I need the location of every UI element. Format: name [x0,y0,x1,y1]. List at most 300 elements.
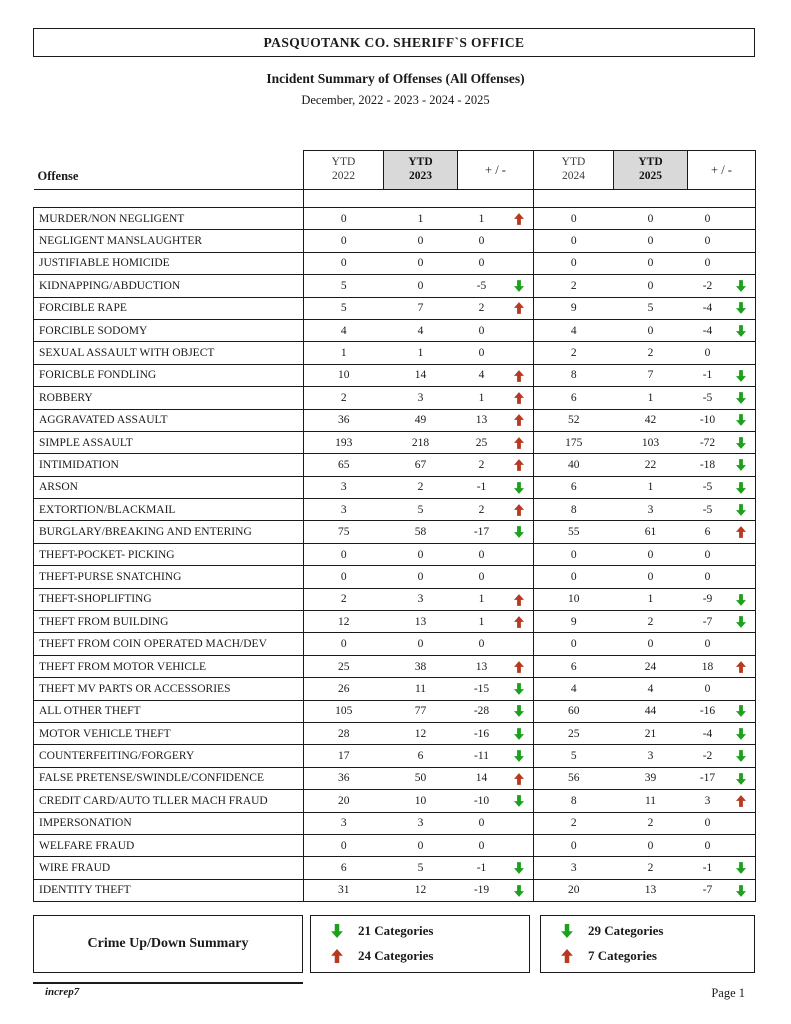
offense-row [34,543,756,565]
ytd-2025-cell: 22 [614,454,688,476]
ytd-2022-cell: 17 [304,745,384,767]
ytd-2025-cell: 21 [614,722,688,744]
trend-1-cell [506,230,534,252]
trend-1-cell [506,342,534,364]
summary-down-count-2025: 29 Categories [588,923,664,938]
ytd-2025-column-header [614,151,688,190]
down-arrow-icon [506,521,534,543]
diff-1-cell: 0 [458,319,506,341]
ytd-2024-cell: 20 [534,879,614,901]
ytd-2025-cell: 24 [614,655,688,677]
up-arrow-icon [506,454,534,476]
offense-row [34,700,756,722]
offense-name-cell: COUNTERFEITING/FORGERY [34,745,304,767]
offense-name-cell: THEFT-POCKET- PICKING [34,543,304,565]
diff-2-cell: -5 [688,499,728,521]
diff-1-cell: 0 [458,566,506,588]
office-title: PASQUOTANK CO. SHERIFF`S OFFICE [263,34,525,50]
diff-2-cell: 0 [688,208,728,230]
diff-1-cell: 0 [458,543,506,565]
ytd-2023-cell: 50 [384,767,458,789]
page-number: Page 1 [711,986,745,1000]
ytd-2025-cell: 1 [614,387,688,409]
up-arrow-icon [331,949,344,963]
ytd-2023-cell: 6 [384,745,458,767]
ytd-2025-cell: 0 [614,834,688,856]
ytd-2023-cell: 0 [384,230,458,252]
ytd-2025-cell: 3 [614,745,688,767]
offense-row [34,454,756,476]
summary-up-count-2023: 24 Categories [358,948,434,963]
down-arrow-icon [728,745,756,767]
footer-rule [33,982,303,984]
summary-down-count-2023: 21 Categories [358,923,434,938]
ytd-2024-cell: 0 [534,543,614,565]
down-arrow-icon [728,611,756,633]
ytd-2023-cell: 38 [384,655,458,677]
ytd-2024-cell: 8 [534,499,614,521]
up-arrow-icon [506,655,534,677]
ytd-2022-cell: 1 [304,342,384,364]
ytd-2023-cell: 14 [384,364,458,386]
diff-2-cell: 18 [688,655,728,677]
ytd-2024-cell: 0 [534,566,614,588]
ytd-2023-cell: 67 [384,454,458,476]
ytd-2022-cell: 26 [304,678,384,700]
diff-1-cell: 1 [458,611,506,633]
diff-2-cell: -9 [688,588,728,610]
ytd-2024-cell: 25 [534,722,614,744]
trend-2-cell [728,252,756,274]
trend-2-cell [728,834,756,856]
ytd-2024-cell: 0 [534,252,614,274]
diff-1-cell: 2 [458,454,506,476]
ytd-2022-cell: 25 [304,655,384,677]
ytd-2022-cell: 12 [304,611,384,633]
ytd-2023-cell: 2 [384,476,458,498]
ytd-2024-cell: 60 [534,700,614,722]
offense-row [34,655,756,677]
offense-summary-table [33,150,756,902]
ytd-2022-cell: 0 [304,230,384,252]
summary-down-line-2025 [561,923,754,939]
up-arrow-icon [506,431,534,453]
ytd-2025-cell: 2 [614,342,688,364]
diff-2-cell: -7 [688,611,728,633]
ytd-2022-cell: 0 [304,633,384,655]
ytd-2024-cell: 175 [534,431,614,453]
report-title: Incident Summary of Offenses (All Offenses) [266,71,525,86]
diff-1-cell: 2 [458,499,506,521]
ytd-2022-cell: 3 [304,476,384,498]
diff-1-cell: -5 [458,275,506,297]
diff-2-cell: 0 [688,812,728,834]
diff-1-column-header: + / - [458,151,534,190]
down-arrow-icon [728,879,756,901]
ytd-2023-cell: 49 [384,409,458,431]
ytd-2022-cell: 10 [304,364,384,386]
ytd-2022-cell: 2 [304,588,384,610]
ytd-2023-cell: 11 [384,678,458,700]
trend-1-cell [506,834,534,856]
ytd-2024-label-line2: 2024 [562,170,585,182]
diff-1-cell: 1 [458,588,506,610]
ytd-2022-cell: 2 [304,387,384,409]
diff-2-cell: 0 [688,230,728,252]
diff-2-cell: -4 [688,722,728,744]
summary-up-line-2023 [331,948,529,964]
diff-1-cell: 1 [458,208,506,230]
diff-2-cell: -1 [688,364,728,386]
ytd-2024-cell: 56 [534,767,614,789]
trend-1-cell [506,252,534,274]
offense-name-cell: THEFT FROM MOTOR VEHICLE [34,655,304,677]
offense-column-header: Offense [34,151,304,190]
diff-1-cell: -10 [458,790,506,812]
offense-name-cell: INTIMIDATION [34,454,304,476]
diff-2-column-header: + / - [688,151,756,190]
down-arrow-icon [728,275,756,297]
offense-name-cell: AGGRAVATED ASSAULT [34,409,304,431]
ytd-2023-cell: 1 [384,342,458,364]
ytd-2022-cell: 31 [304,879,384,901]
diff-2-cell: 0 [688,543,728,565]
ytd-2025-cell: 1 [614,588,688,610]
diff-1-cell: 0 [458,633,506,655]
office-title-box [33,28,755,57]
offense-name-cell: WIRE FRAUD [34,857,304,879]
summary-box-2023 [310,915,530,973]
diff-1-cell: 0 [458,252,506,274]
ytd-2025-cell: 1 [614,476,688,498]
ytd-2022-cell: 4 [304,319,384,341]
ytd-2023-column-header [384,151,458,190]
diff-2-cell: -17 [688,767,728,789]
diff-1-cell: 13 [458,409,506,431]
offense-row [34,678,756,700]
offense-row [34,364,756,386]
report-period: December, 2022 - 2023 - 2024 - 2025 [301,93,490,107]
summary-box-2025 [540,915,755,973]
offense-row [34,431,756,453]
ytd-2025-cell: 0 [614,275,688,297]
down-arrow-icon [728,319,756,341]
offense-name-cell: THEFT FROM BUILDING [34,611,304,633]
ytd-2024-cell: 2 [534,812,614,834]
down-arrow-icon [728,700,756,722]
ytd-2022-column-header [304,151,384,190]
diff-2-cell: -2 [688,745,728,767]
offense-name-cell: IDENTITY THEFT [34,879,304,901]
ytd-2024-cell: 0 [534,834,614,856]
offense-row [34,722,756,744]
diff-2-cell: -4 [688,319,728,341]
down-arrow-icon [506,700,534,722]
offense-row [34,208,756,230]
ytd-2023-cell: 1 [384,208,458,230]
ytd-2023-cell: 5 [384,857,458,879]
diff-2-cell: -7 [688,879,728,901]
ytd-2023-cell: 5 [384,499,458,521]
ytd-2022-cell: 0 [304,834,384,856]
ytd-2025-cell: 4 [614,678,688,700]
ytd-2024-cell: 6 [534,387,614,409]
offense-table-body [34,208,756,902]
ytd-2023-cell: 58 [384,521,458,543]
diff-1-cell: -1 [458,857,506,879]
offense-row [34,745,756,767]
ytd-2023-cell: 4 [384,319,458,341]
offense-name-cell: KIDNAPPING/ABDUCTION [34,275,304,297]
diff-1-cell: -28 [458,700,506,722]
down-arrow-icon [331,924,344,938]
ytd-2024-cell: 4 [534,319,614,341]
offense-row [34,297,756,319]
ytd-2025-cell: 42 [614,409,688,431]
ytd-2022-cell: 5 [304,275,384,297]
summary-label: Crime Up/Down Summary [87,936,249,951]
offense-name-cell: ARSON [34,476,304,498]
ytd-2024-cell: 0 [534,230,614,252]
ytd-2025-cell: 103 [614,431,688,453]
down-arrow-icon [561,924,574,938]
ytd-2024-cell: 8 [534,790,614,812]
offense-name-cell: SEXUAL ASSAULT WITH OBJECT [34,342,304,364]
diff-1-cell: 13 [458,655,506,677]
ytd-2025-label-line1: YTD [638,156,663,169]
table-header-row [34,151,756,190]
ytd-2025-cell: 2 [614,857,688,879]
ytd-2022-cell: 0 [304,208,384,230]
ytd-2023-cell: 0 [384,275,458,297]
up-arrow-icon [561,949,574,963]
down-arrow-icon [506,879,534,901]
header-spacer-row [34,190,756,208]
diff-2-cell: -16 [688,700,728,722]
ytd-2022-label-line2: 2022 [332,170,355,182]
ytd-2025-cell: 5 [614,297,688,319]
offense-name-cell: ROBBERY [34,387,304,409]
ytd-2023-cell: 10 [384,790,458,812]
diff-1-cell: 0 [458,812,506,834]
offense-row [34,879,756,901]
ytd-2023-cell: 12 [384,722,458,744]
down-arrow-icon [728,431,756,453]
ytd-2022-cell: 28 [304,722,384,744]
offense-row [34,611,756,633]
offense-row [34,857,756,879]
diff-2-cell: 6 [688,521,728,543]
ytd-2025-cell: 2 [614,812,688,834]
diff-1-cell: 25 [458,431,506,453]
offense-row [34,387,756,409]
spacer-group1-cell [304,190,534,208]
diff-2-cell: 0 [688,678,728,700]
report-code: increp7 [45,986,80,998]
diff-2-cell: -5 [688,387,728,409]
offense-name-cell: EXTORTION/BLACKMAIL [34,499,304,521]
diff-2-cell: 0 [688,566,728,588]
ytd-2025-label-line2: 2025 [639,170,662,182]
ytd-2023-cell: 3 [384,387,458,409]
spacer-offense-cell [34,190,304,208]
diff-2-cell: 0 [688,834,728,856]
ytd-2022-cell: 20 [304,790,384,812]
diff-1-cell: -16 [458,722,506,744]
trend-2-cell [728,208,756,230]
trend-2-cell [728,543,756,565]
trend-2-cell [728,678,756,700]
ytd-2024-cell: 4 [534,678,614,700]
ytd-2025-cell: 44 [614,700,688,722]
ytd-2024-cell: 3 [534,857,614,879]
diff-1-cell: 0 [458,834,506,856]
diff-1-cell: 1 [458,387,506,409]
diff-2-cell: 0 [688,252,728,274]
ytd-2025-cell: 0 [614,633,688,655]
diff-2-cell: -4 [688,297,728,319]
ytd-2023-cell: 0 [384,834,458,856]
ytd-2024-cell: 5 [534,745,614,767]
offense-row [34,834,756,856]
down-arrow-icon [728,857,756,879]
ytd-2022-cell: 36 [304,767,384,789]
offense-row [34,342,756,364]
offense-row [34,521,756,543]
offense-name-cell: FORCIBLE SODOMY [34,319,304,341]
offense-name-cell: FALSE PRETENSE/SWINDLE/CONFIDENCE [34,767,304,789]
ytd-2022-cell: 0 [304,252,384,274]
summary-down-line-2023 [331,923,529,939]
up-arrow-icon [728,521,756,543]
ytd-2025-cell: 3 [614,499,688,521]
ytd-2022-cell: 193 [304,431,384,453]
offense-name-cell: THEFT-PURSE SNATCHING [34,566,304,588]
up-arrow-icon [728,790,756,812]
ytd-2025-cell: 13 [614,879,688,901]
ytd-2024-cell: 6 [534,476,614,498]
ytd-2022-cell: 0 [304,566,384,588]
diff-1-cell: -17 [458,521,506,543]
down-arrow-icon [728,722,756,744]
spacer-group2-cell [534,190,756,208]
ytd-2025-cell: 0 [614,566,688,588]
summary-label-box [33,915,303,973]
trend-1-cell [506,543,534,565]
diff-2-cell: 3 [688,790,728,812]
offense-name-cell: FORICBLE FONDLING [34,364,304,386]
down-arrow-icon [728,476,756,498]
trend-1-cell [506,319,534,341]
diff-1-cell: 2 [458,297,506,319]
diff-2-cell: -2 [688,275,728,297]
down-arrow-icon [506,275,534,297]
ytd-2023-cell: 13 [384,611,458,633]
offense-name-cell: CREDIT CARD/AUTO TLLER MACH FRAUD [34,790,304,812]
down-arrow-icon [506,790,534,812]
ytd-2022-label-line1: YTD [331,156,356,169]
offense-name-cell: WELFARE FRAUD [34,834,304,856]
offense-row [34,812,756,834]
offense-row [34,252,756,274]
up-arrow-icon [506,387,534,409]
ytd-2023-cell: 3 [384,812,458,834]
ytd-2024-cell: 9 [534,297,614,319]
down-arrow-icon [728,499,756,521]
offense-name-cell: MURDER/NON NEGLIGENT [34,208,304,230]
summary-up-count-2025: 7 Categories [588,948,657,963]
offense-row [34,319,756,341]
diff-2-cell: 0 [688,633,728,655]
diff-1-cell: 4 [458,364,506,386]
diff-2-cell: -1 [688,857,728,879]
ytd-2024-cell: 0 [534,633,614,655]
trend-2-cell [728,633,756,655]
ytd-2023-cell: 12 [384,879,458,901]
offense-row [34,566,756,588]
ytd-2025-cell: 39 [614,767,688,789]
up-arrow-icon [506,588,534,610]
ytd-2024-cell: 2 [534,342,614,364]
diff-1-cell: 14 [458,767,506,789]
down-arrow-icon [728,588,756,610]
ytd-2022-cell: 6 [304,857,384,879]
up-arrow-icon [728,655,756,677]
down-arrow-icon [728,364,756,386]
ytd-2024-cell: 6 [534,655,614,677]
offense-row [34,476,756,498]
ytd-2023-cell: 0 [384,252,458,274]
ytd-2022-cell: 0 [304,543,384,565]
diff-2-cell: -18 [688,454,728,476]
ytd-2025-cell: 2 [614,611,688,633]
down-arrow-icon [728,297,756,319]
offense-row [34,633,756,655]
trend-1-cell [506,566,534,588]
ytd-2024-label-line1: YTD [561,156,586,169]
ytd-2025-cell: 61 [614,521,688,543]
up-arrow-icon [506,499,534,521]
ytd-2024-cell: 10 [534,588,614,610]
offense-name-cell: MOTOR VEHICLE THEFT [34,722,304,744]
ytd-2023-cell: 3 [384,588,458,610]
offense-name-cell: SIMPLE ASSAULT [34,431,304,453]
down-arrow-icon [506,476,534,498]
ytd-2025-cell: 0 [614,230,688,252]
up-arrow-icon [506,611,534,633]
down-arrow-icon [506,745,534,767]
down-arrow-icon [728,409,756,431]
ytd-2022-cell: 75 [304,521,384,543]
ytd-2024-cell: 55 [534,521,614,543]
ytd-2023-cell: 7 [384,297,458,319]
down-arrow-icon [506,857,534,879]
ytd-2023-cell: 0 [384,566,458,588]
down-arrow-icon [728,387,756,409]
ytd-2023-cell: 77 [384,700,458,722]
offense-name-cell: BURGLARY/BREAKING AND ENTERING [34,521,304,543]
offense-name-cell: NEGLIGENT MANSLAUGHTER [34,230,304,252]
ytd-2024-cell: 52 [534,409,614,431]
diff-1-cell: -1 [458,476,506,498]
diff-1-cell: -15 [458,678,506,700]
trend-1-cell [506,633,534,655]
ytd-2022-cell: 65 [304,454,384,476]
ytd-2025-cell: 0 [614,208,688,230]
offense-name-cell: THEFT-SHOPLIFTING [34,588,304,610]
down-arrow-icon [506,678,534,700]
offense-name-cell: ALL OTHER THEFT [34,700,304,722]
